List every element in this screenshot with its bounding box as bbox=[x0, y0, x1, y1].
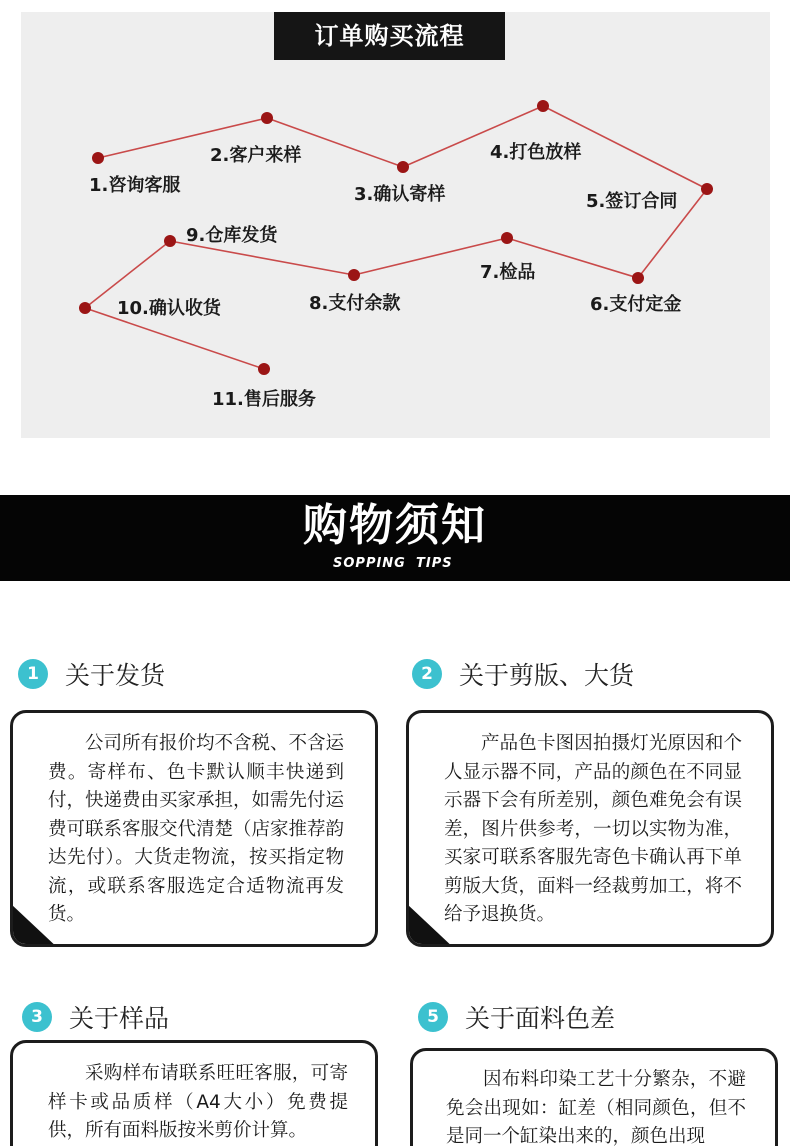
tips-subtitle-word-2: TIPS bbox=[416, 556, 453, 571]
step-label-3: 3.确认寄样 bbox=[354, 184, 446, 205]
step-label-5: 5.签订合同 bbox=[586, 191, 678, 212]
step-dot-4 bbox=[537, 100, 549, 112]
step-dot-7 bbox=[501, 232, 513, 244]
notice-2-header bbox=[412, 656, 634, 692]
step-dot-1 bbox=[92, 152, 104, 164]
number-badge-2: 2 bbox=[412, 659, 442, 689]
process-flow-diagram bbox=[0, 0, 790, 440]
step-dot-9 bbox=[164, 235, 176, 247]
step-label-8: 8.支付余款 bbox=[309, 293, 401, 314]
step-dot-2 bbox=[261, 112, 273, 124]
step-label-1: 1.咨询客服 bbox=[89, 175, 181, 196]
notice-3-paragraph: 采购样布请联系旺旺客服，可寄样卡或品质样（A4大小）免费提供，所有面料版按米剪价计算。 bbox=[48, 1063, 348, 1141]
step-dot-8 bbox=[348, 269, 360, 281]
process-flow-lines bbox=[85, 106, 707, 369]
step-dot-10 bbox=[79, 302, 91, 314]
step-dot-11 bbox=[258, 363, 270, 375]
step-dot-6 bbox=[632, 272, 644, 284]
notice-1-heading: 关于发货 bbox=[65, 661, 166, 690]
step-dot-3 bbox=[397, 161, 409, 173]
notice-5-heading: 关于面料色差 bbox=[465, 1004, 616, 1033]
step-dot-5 bbox=[701, 183, 713, 195]
notice-2-text bbox=[444, 730, 742, 930]
order-process-title: 订单购买流程 bbox=[274, 12, 505, 60]
step-label-10: 10.确认收货 bbox=[117, 298, 221, 319]
notice-5-text bbox=[446, 1066, 746, 1146]
notice-1-paragraph: 公司所有报价均不含税、不含运费。寄样布、色卡默认顺丰快递到付，快递费由买家承担，如需先付运费可联系客服交代清楚（店家推荐韵达先付）。大货走物流，按买指定物流，或联系客服选定合适物流再发货。 bbox=[48, 733, 345, 925]
tips-subtitle-word-1: SOPPING bbox=[333, 556, 406, 571]
notice-1-text bbox=[48, 730, 344, 930]
step-label-7: 7.检品 bbox=[480, 262, 536, 283]
process-flow-dots bbox=[79, 100, 713, 375]
notice-2-heading: 关于剪版、大货 bbox=[459, 661, 635, 690]
shopping-tips-title: 购物须知 bbox=[303, 500, 487, 551]
notice-5-header bbox=[418, 999, 615, 1035]
step-label-9: 9.仓库发货 bbox=[186, 225, 278, 246]
notice-3-text bbox=[48, 1060, 348, 1146]
notice-3-heading: 关于样品 bbox=[69, 1004, 170, 1033]
notice-1-header bbox=[18, 656, 165, 692]
notice-5-paragraph: 因布料印染工艺十分繁杂，不避免会出现如：缸差（相同颜色，但不是同一个缸染出来的，颜色出现 bbox=[446, 1069, 746, 1146]
notice-3-header bbox=[22, 999, 169, 1035]
number-badge-5: 5 bbox=[418, 1002, 448, 1032]
step-label-4: 4.打色放样 bbox=[490, 142, 582, 163]
step-label-2: 2.客户来样 bbox=[210, 145, 302, 166]
step-label-11: 11.售后服务 bbox=[212, 389, 316, 410]
notice-2-paragraph: 产品色卡图因拍摄灯光原因和个人显示器不同，产品的颜色在不同显示器下会有所差别，颜色难免会有误差，图片供参考，一切以实物为准，买家可联系客服先寄色卡确认再下单剪版大货，面料一经裁剪加工，将不给予退换货。 bbox=[444, 733, 742, 925]
number-badge-3: 3 bbox=[22, 1002, 52, 1032]
step-label-6: 6.支付定金 bbox=[590, 294, 682, 315]
number-badge-1: 1 bbox=[18, 659, 48, 689]
